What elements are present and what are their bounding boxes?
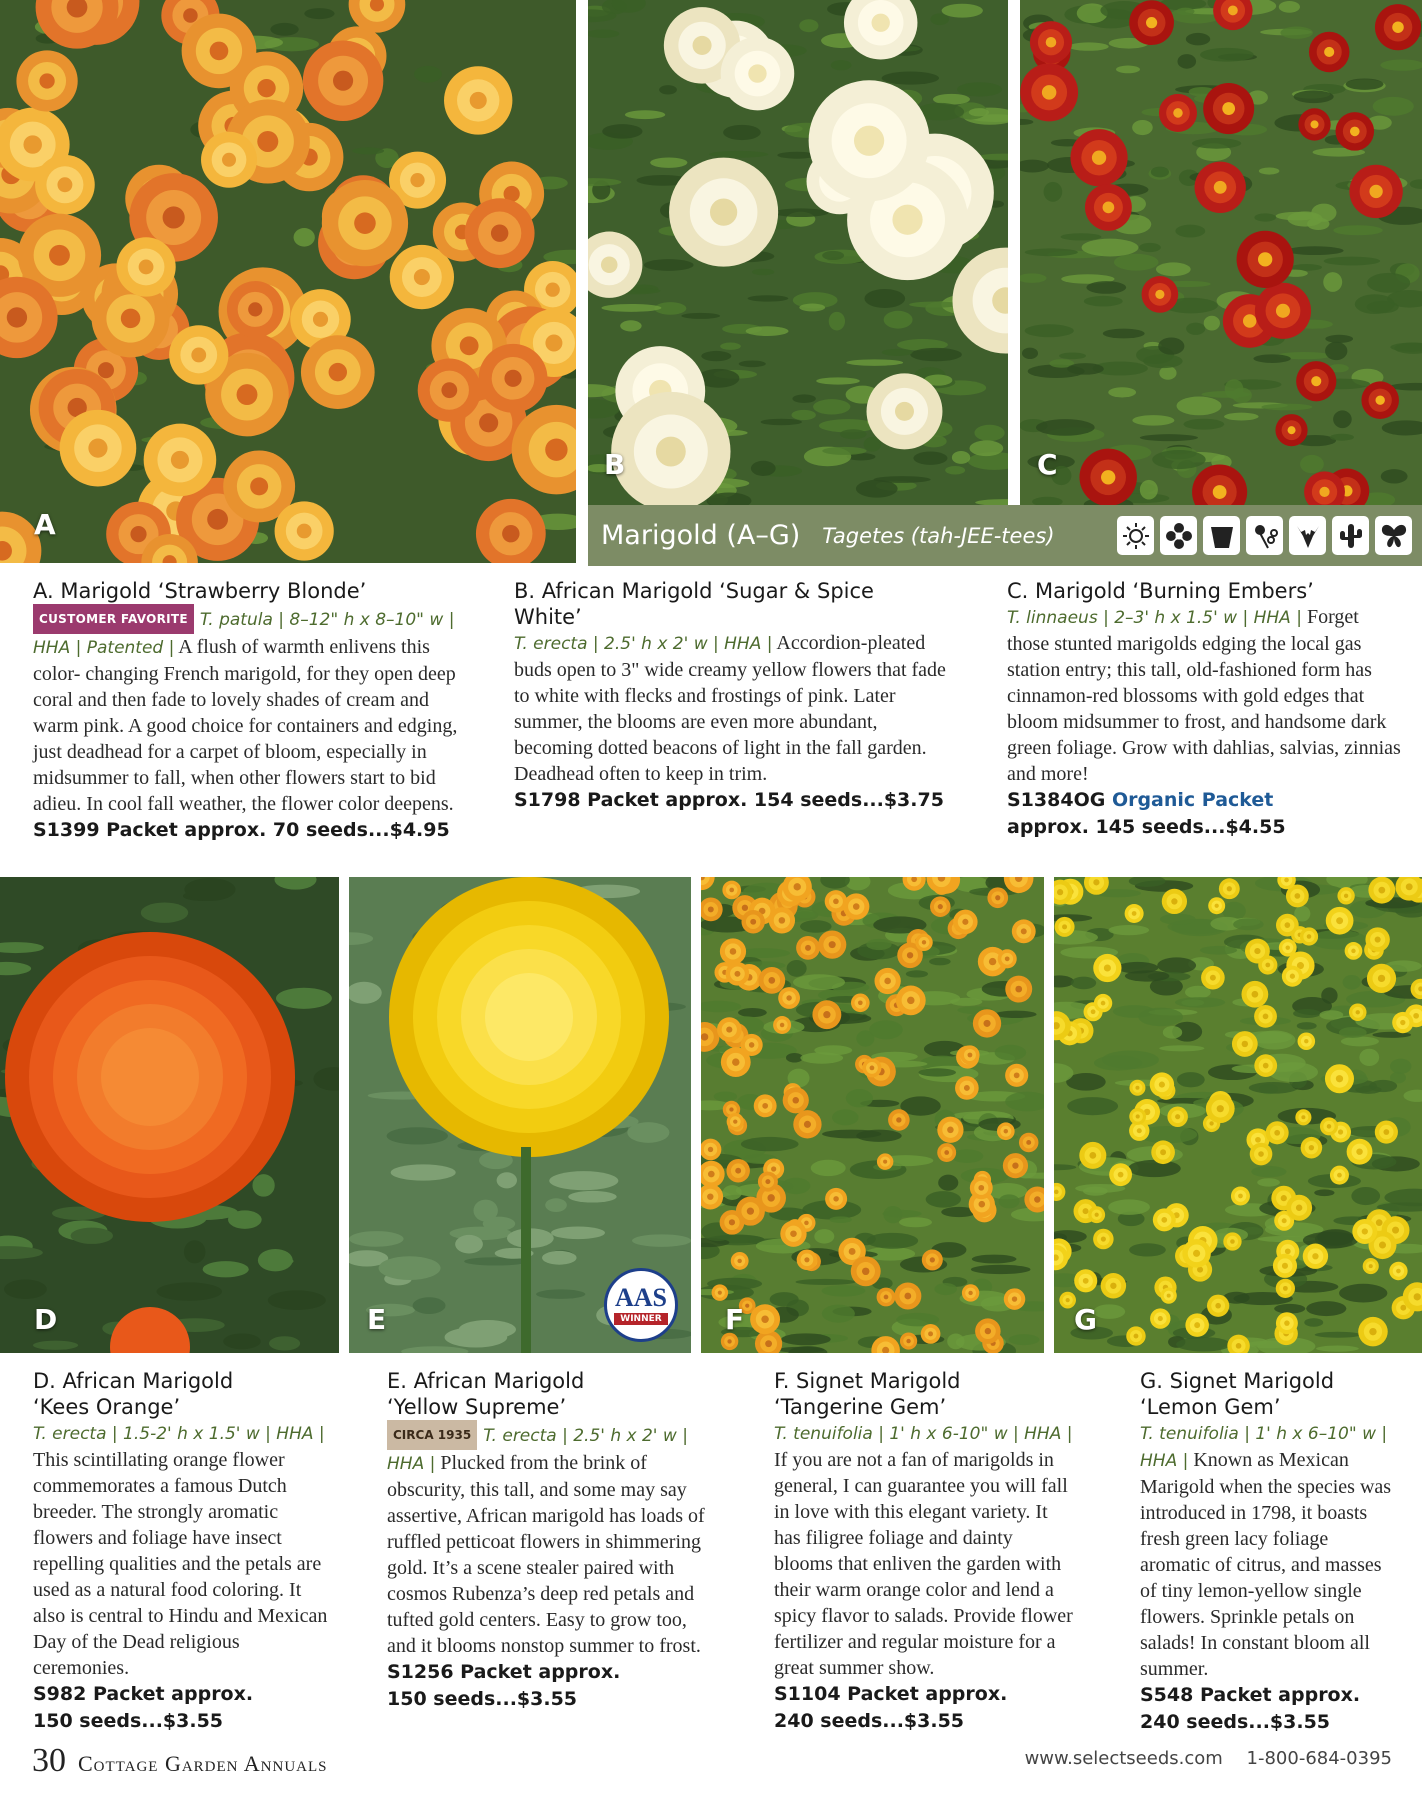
price-line-2: 150 seeds...$3.55 [33, 1710, 224, 1732]
description-text: Forget those stunted marigolds edging the local gas station entry; this tall, old-fashioned form has cinnamon-red blossoms with gold edges that bloom midsummer to frost, and handsome dark green foliage. Grow with dahlias, salvias, zinnias and more! [1007, 606, 1401, 785]
entry-description [33, 604, 463, 817]
entry-title-2: ‘Kees Orange’ [33, 1395, 181, 1419]
photo-letter-e: E [367, 1303, 387, 1336]
entry-kees-orange [33, 1368, 333, 1735]
description-text: Accordion-pleated buds open to 3" wide creamy yellow flowers that fade to white with flecks and frostings of pink. Later summer, the blooms are even more abundant, becoming dotted beacons of light in the fall garden. Deadhead often to keep in trim. [514, 632, 946, 785]
plant-meta: T. erecta | 1.5-2' h x 1.5' w | HHA | [33, 1424, 325, 1444]
price-line-2: approx. 145 seeds...$4.55 [1007, 816, 1286, 838]
sun-icon [1117, 516, 1154, 555]
organic-packet-label: Organic Packet [1111, 789, 1274, 811]
drought-tolerant-icon [1332, 516, 1369, 555]
price-line: S1104 Packet approx. [774, 1683, 1008, 1705]
photo-tangerine-gem [701, 877, 1044, 1353]
page-number: 30 [32, 1742, 66, 1779]
entry-description [774, 1420, 1074, 1681]
aas-badge-bottom: WINNER [614, 1313, 667, 1325]
customer-favorite-badge: CUSTOMER FAVORITE [33, 604, 194, 634]
plant-meta: T. tenuifolia | 1' h x 6-10" w | HHA | [774, 1424, 1073, 1444]
butterfly-icon [1375, 516, 1412, 555]
cut-flower-icon [1246, 516, 1283, 555]
plant-meta: T. linnaeus | 2–3' h x 1.5' w | HHA | [1007, 608, 1302, 628]
photo-letter-f: F [725, 1303, 745, 1336]
photo-letter-g: G [1074, 1303, 1097, 1336]
description-text: This scintillating orange flower commemorates a famous Dutch breeder. The strongly aromatic flowers and foliage have insect repelling qualities and the petals are used as a natural food coloring. It also is central to Hindu and Mexican Day of the Dead religious ceremonies. [33, 1449, 328, 1679]
section-name: Cottage Garden Annuals [78, 1751, 328, 1776]
entry-description [33, 1420, 333, 1681]
price-line: S1256 Packet approx. [387, 1661, 621, 1683]
entry-strawberry-blonde [33, 578, 463, 844]
plant-meta: T. patula | 8–12" h x 8–10" w | HHA | Patented | [33, 610, 455, 658]
entry-burning-embers [1007, 578, 1402, 841]
item-code: S1384OG [1007, 789, 1106, 811]
description-text: If you are not a fan of marigolds in general, I can guarantee you will fall in love with this elegant variety. It has filigree foliage and dainty blooms that enliven the garden with their warm orange color and lend a spicy flavor to salads. Provide flower fertilizer and regular moisture for a great summer show. [774, 1449, 1073, 1679]
price-line: S1798 Packet approx. 154 seeds...$3.75 [514, 789, 944, 811]
entry-title-2: ‘Yellow Supreme’ [387, 1395, 567, 1419]
entry-title: C. Marigold ‘Burning Embers’ [1007, 579, 1314, 603]
plant-meta: T. erecta | 2.5' h x 2' w | HHA | [387, 1426, 688, 1474]
price-line-2: 240 seeds...$3.55 [1140, 1711, 1331, 1733]
price-line: S1399 Packet approx. 70 seeds...$4.95 [33, 819, 450, 841]
entry-title: G. Signet Marigold [1140, 1369, 1335, 1393]
banner-title: Marigold (A–G) [601, 520, 801, 551]
photo-lemon-gem [1054, 877, 1422, 1353]
photo-letter-c: C [1037, 448, 1058, 481]
entry-title: A. Marigold ‘Strawberry Blonde’ [33, 579, 367, 603]
description-text: A flush of warmth enlivens this color- changing French marigold, for they open deep coral and then fade to lovely shades of cream and warm pink. A good choice for containers and edging, just deadhead for a carpet of bloom, especially in midsummer to fall, when other flowers start to bid adieu. In cool fall weather, the flower color deepens. [33, 636, 458, 815]
price-line: S982 Packet approx. [33, 1683, 254, 1705]
container-icon [1203, 516, 1240, 555]
entry-description [1140, 1420, 1402, 1682]
description-text: Plucked from the brink of obscurity, this tall, and some may say assertive, African marigold has loads of ruffled petticoat flowers in shimmering gold. It’s a scene stealer paired with cosmos Rubenza’s deep red petals and tufted gold centers. Easy to grow too, and it blooms nonstop summer to frost. [387, 1452, 705, 1657]
description-text: Known as Mexican Marigold when the species was introduced in 1798, it boasts fresh green lacy foliage aromatic of citrus, and masses of tiny lemon-yellow single flowers. Sprinkle petals on salads! In constant bloom all summer. [1140, 1449, 1392, 1680]
entry-description [1007, 604, 1402, 787]
photo-letter-a: A [34, 508, 56, 541]
photo-sugar-spice-white [588, 0, 1008, 505]
aas-badge-top: AAS [614, 1283, 667, 1312]
photo-strawberry-blonde [0, 0, 576, 563]
banner-latin-name: Tagetes (tah-JEE-tees) [822, 523, 1055, 548]
entry-title-2: ‘Tangerine Gem’ [774, 1395, 947, 1419]
website-link[interactable]: www.selectseeds.com [1024, 1748, 1223, 1769]
photo-letter-b: B [604, 448, 626, 481]
growing-icons [1117, 516, 1412, 555]
flower-icon [1160, 516, 1197, 555]
phone-number: 1-800-684-0395 [1246, 1748, 1392, 1769]
entry-title: B. African Marigold ‘Sugar & Spice White’ [514, 579, 874, 629]
footer-right [1007, 1748, 1392, 1769]
entry-title-2: ‘Lemon Gem’ [1140, 1395, 1281, 1419]
entry-sugar-spice-white [514, 578, 948, 814]
plant-meta: T. tenuifolia | 1' h x 6–10" w | HHA | [1140, 1424, 1388, 1471]
entry-description [514, 630, 948, 787]
footer-left [32, 1742, 328, 1780]
price-line-2: 240 seeds...$3.55 [774, 1710, 965, 1732]
photo-letter-d: D [34, 1303, 58, 1336]
photo-kees-orange [0, 877, 339, 1353]
entry-lemon-gem [1140, 1368, 1402, 1736]
entry-title: F. Signet Marigold [774, 1369, 961, 1393]
circa-badge: CIRCA 1935 [387, 1420, 477, 1450]
price-line [1007, 787, 1402, 814]
price-line-2: 150 seeds...$3.55 [387, 1688, 578, 1710]
entry-description [387, 1420, 717, 1659]
aas-winner-badge [604, 1268, 678, 1342]
entry-tangerine-gem [774, 1368, 1074, 1735]
price-line: S548 Packet approx. [1140, 1684, 1361, 1706]
deer-resistant-icon [1289, 516, 1326, 555]
entry-title: E. African Marigold [387, 1369, 585, 1393]
entry-yellow-supreme [387, 1368, 717, 1713]
category-banner [588, 505, 1422, 566]
plant-meta: T. erecta | 2.5' h x 2' w | HHA | [514, 634, 773, 654]
photo-burning-embers [1020, 0, 1422, 505]
entry-title: D. African Marigold [33, 1369, 234, 1393]
